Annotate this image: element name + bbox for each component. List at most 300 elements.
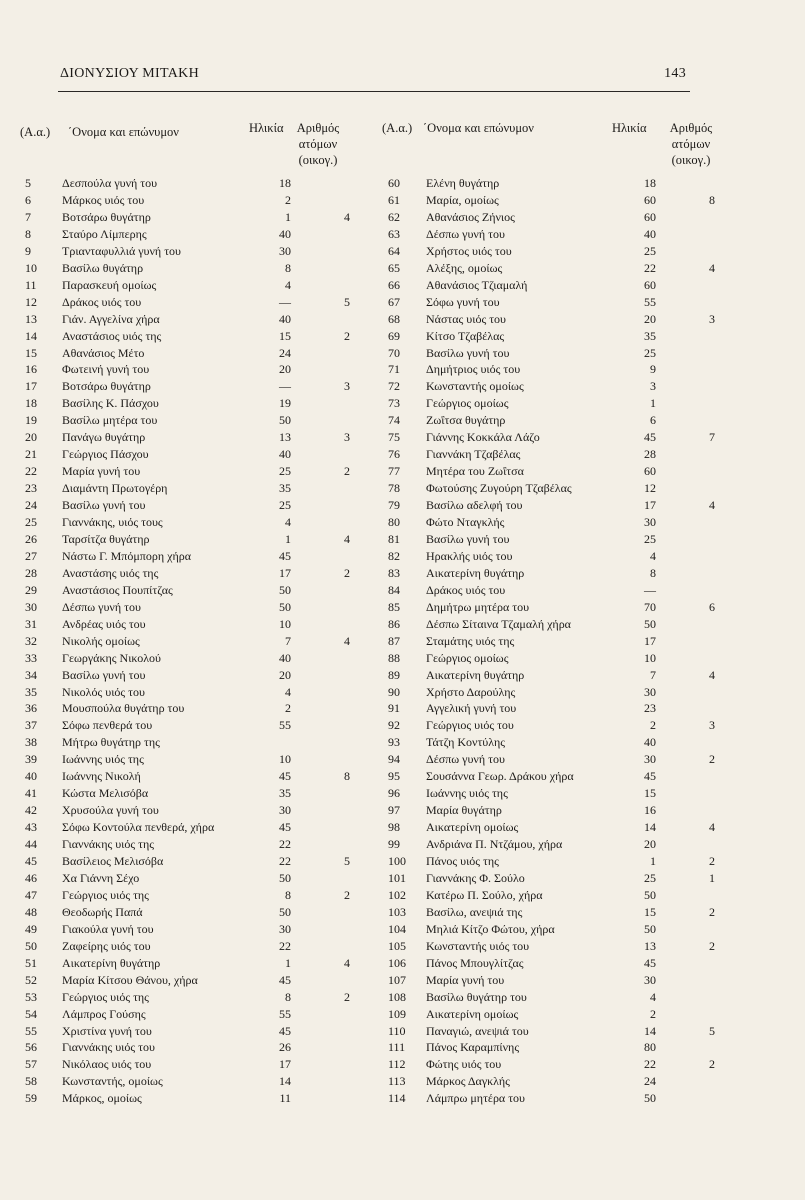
table-row xyxy=(0,548,805,565)
person-name: Δέσπω Σίταινα Τζαμαλή χήρα xyxy=(426,616,571,631)
row-number: 112 xyxy=(388,1057,406,1072)
row-number: 76 xyxy=(388,447,400,462)
age-value: 30 xyxy=(644,515,656,529)
person-name: Δράκος υιός του xyxy=(426,582,506,597)
family-count: 4 xyxy=(344,209,350,224)
age-value: 35 xyxy=(279,786,291,801)
person-name: Βασίλω θυγάτηρ xyxy=(62,260,144,275)
table-row xyxy=(0,650,805,667)
table-row xyxy=(0,751,805,768)
age-value: 10 xyxy=(279,752,291,767)
row-number: 24 xyxy=(25,498,37,513)
row-number: 99 xyxy=(388,837,400,852)
row-number: 110 xyxy=(388,1023,406,1038)
table-row xyxy=(0,480,805,497)
age-value: 4 xyxy=(285,277,291,292)
person-name: Σταύρο Λίμπερης xyxy=(62,226,147,241)
row-number: 78 xyxy=(388,481,400,496)
row-number: 31 xyxy=(25,616,37,631)
row-number: 63 xyxy=(388,226,400,241)
person-name: Φωτεινή γυνή του xyxy=(62,362,150,377)
row-number: 44 xyxy=(25,837,37,852)
person-name: Παρασκευή ομοίως xyxy=(62,277,157,292)
age-value: 14 xyxy=(279,1074,291,1089)
age-value: 20 xyxy=(644,837,656,852)
person-name: Νάστω Γ. Μπόμπορη χήρα xyxy=(62,548,191,563)
left-header-age: Ηλικία xyxy=(249,121,284,135)
table-row xyxy=(0,684,805,701)
person-name: Δέσπω γυνή του xyxy=(426,226,505,241)
row-number: 20 xyxy=(25,430,37,445)
row-number: 58 xyxy=(25,1074,37,1089)
age-value: 7 xyxy=(285,633,291,648)
row-number: 47 xyxy=(25,887,37,902)
row-number: 35 xyxy=(25,684,37,699)
age-value: 60 xyxy=(644,209,656,224)
person-name: Δέσπω γυνή του xyxy=(62,599,141,614)
row-number: 52 xyxy=(25,972,37,987)
table-row xyxy=(0,972,805,989)
family-count: 1 xyxy=(709,870,715,885)
running-head-title: ΔΙΟΝΥΣΙΟΥ ΜΙΤΑΚΗ xyxy=(60,66,199,81)
age-value: 23 xyxy=(644,701,656,716)
family-count: 4 xyxy=(709,667,715,682)
person-name: Ανδρέας υιός του xyxy=(62,616,146,631)
row-number: 100 xyxy=(388,854,406,868)
row-number: 65 xyxy=(388,260,400,275)
table-row xyxy=(0,904,805,921)
age-value: 17 xyxy=(644,633,656,648)
age-value: 15 xyxy=(279,328,291,343)
person-name: Γιαννάκης, υιός τους xyxy=(62,515,163,529)
age-value: — xyxy=(279,379,291,394)
person-name: Αθανάσιος Ζήνιος xyxy=(426,209,515,224)
age-value: 22 xyxy=(644,260,656,275)
age-value: 30 xyxy=(644,752,656,767)
row-number: 79 xyxy=(388,498,400,513)
row-number: 109 xyxy=(388,1006,406,1021)
person-name: Τριανταφυλλιά γυνή του xyxy=(62,243,181,258)
person-name: Μάρκος, ομοίως xyxy=(62,1091,142,1106)
row-number: 14 xyxy=(25,328,37,343)
row-number: 40 xyxy=(25,769,37,784)
age-value: 55 xyxy=(279,718,291,733)
age-value: 1 xyxy=(285,531,291,546)
age-value: 45 xyxy=(279,1023,291,1038)
row-number: 113 xyxy=(388,1074,406,1089)
person-name: Δημήτριος υιός του xyxy=(426,362,521,377)
age-value: 50 xyxy=(644,921,656,936)
age-value: 20 xyxy=(644,311,656,326)
person-name: Γιάννης Κοκκάλα Λάζο xyxy=(426,430,540,445)
person-name: Ζαφείρης υιός του xyxy=(62,938,151,953)
person-name: Σόφω πενθερά του xyxy=(62,718,153,733)
row-number: 27 xyxy=(25,548,37,563)
person-name: Νάστας υιός του xyxy=(426,311,506,326)
row-number: 98 xyxy=(388,820,400,835)
person-name: Φώτο Νταγκλής xyxy=(426,515,505,529)
table-row xyxy=(0,616,805,633)
family-count: 2 xyxy=(709,752,715,767)
left-header-family-line3: (οικογ.) xyxy=(298,153,338,167)
row-number: 5 xyxy=(25,176,31,190)
person-name: Πάνος υιός της xyxy=(426,854,499,868)
table-row xyxy=(0,802,805,819)
person-name: Κωνσταντής ομοίως xyxy=(426,379,524,394)
family-count: 4 xyxy=(344,633,350,648)
age-value: 11 xyxy=(279,1091,291,1106)
row-number: 101 xyxy=(388,870,406,885)
right-header-family-line3: (οικογ.) xyxy=(671,153,711,167)
age-value: 17 xyxy=(644,498,656,513)
row-number: 105 xyxy=(388,938,406,953)
person-name: Κώστα Μελισόβα xyxy=(62,786,149,801)
person-name: Αθανάσιος Τζιαμαλή xyxy=(426,277,528,292)
person-name: Βασίλω γυνή του xyxy=(62,498,146,513)
row-number: 15 xyxy=(25,345,37,360)
person-name: Γιάν. Αγγελίνα χήρα xyxy=(62,311,160,326)
row-number: 87 xyxy=(388,633,400,648)
person-name: Χρήστο Δαρούλης xyxy=(426,684,516,699)
family-count: 4 xyxy=(709,260,715,275)
person-name: Βασίλω, ανεψιά της xyxy=(426,904,523,919)
age-value: 60 xyxy=(644,277,656,292)
person-name: Μήτρω θυγάτηρ της xyxy=(62,735,160,750)
person-name: Πάνος Μπουγλίτζας xyxy=(426,955,524,970)
row-number: 19 xyxy=(25,413,37,428)
person-name: Τάτζη Κοντύλης xyxy=(426,735,505,750)
row-number: 43 xyxy=(25,820,37,835)
age-value: 1 xyxy=(650,854,656,868)
age-value: 2 xyxy=(285,192,291,207)
row-number: 67 xyxy=(388,294,400,309)
row-number: 61 xyxy=(388,192,400,207)
age-value: 40 xyxy=(279,447,291,462)
person-name: Ηρακλής υιός του xyxy=(426,548,513,563)
person-name: Παναγιώ, ανεψιά του xyxy=(426,1023,529,1038)
person-name: Γεώργιος ομοίως xyxy=(426,396,509,411)
age-value: 17 xyxy=(279,565,291,580)
family-count: 6 xyxy=(709,599,715,614)
row-number: 32 xyxy=(25,633,37,648)
row-number: 13 xyxy=(25,311,37,326)
row-number: 111 xyxy=(388,1040,406,1055)
age-value: 26 xyxy=(279,1040,291,1055)
table-row xyxy=(0,565,805,582)
row-number: 56 xyxy=(25,1040,37,1055)
age-value: 40 xyxy=(279,311,291,326)
row-number: 106 xyxy=(388,955,406,970)
person-name: Μαρία θυγάτηρ xyxy=(426,803,502,818)
person-name: Αλέξης, ομοίως xyxy=(426,260,503,275)
person-name: Γιαννάκη Τζαβέλας xyxy=(426,447,521,462)
person-name: Αναστάσιος Πουπίτζας xyxy=(62,582,173,597)
person-name: Μαρία, ομοίως xyxy=(426,192,499,207)
table-row xyxy=(0,700,805,717)
table-row xyxy=(0,870,805,887)
table-row xyxy=(0,192,805,209)
table-row xyxy=(0,395,805,412)
age-value: 45 xyxy=(279,548,291,563)
row-number: 26 xyxy=(25,531,37,546)
age-value: 14 xyxy=(644,1023,656,1038)
row-number: 59 xyxy=(25,1091,37,1106)
age-value: 45 xyxy=(644,955,656,970)
person-name: Αναστάσιος υιός της xyxy=(62,328,162,343)
person-name: Λάμπρος Γούσης xyxy=(62,1006,146,1021)
table-row xyxy=(0,226,805,243)
person-name: Μητέρα του Ζωΐτσα xyxy=(426,464,524,479)
age-value: 30 xyxy=(279,921,291,936)
table-row xyxy=(0,175,805,192)
person-name: Αικατερίνη θυγάτηρ xyxy=(426,667,525,682)
age-value: 8 xyxy=(285,887,291,902)
person-name: Γεώργιος Πάσχου xyxy=(62,447,149,462)
age-value: 24 xyxy=(279,345,291,360)
person-name: Γιαννάκης υιός της xyxy=(62,837,155,852)
row-number: 85 xyxy=(388,599,400,614)
person-name: Βασίλω γυνή του xyxy=(426,531,510,546)
table-row xyxy=(0,463,805,480)
row-number: 108 xyxy=(388,989,406,1004)
person-name: Γιαννάκης Φ. Σούλο xyxy=(426,870,525,885)
person-name: Βασίλω γυνή του xyxy=(426,345,510,360)
age-value: 80 xyxy=(644,1040,656,1055)
table-row xyxy=(0,1006,805,1023)
row-number: 71 xyxy=(388,362,400,377)
row-number: 77 xyxy=(388,464,400,479)
age-value: 12 xyxy=(644,481,656,496)
age-value: 16 xyxy=(644,803,656,818)
table-row xyxy=(0,209,805,226)
row-number: 107 xyxy=(388,972,406,987)
age-value: 9 xyxy=(650,362,656,377)
person-name: Αθανάσιος Μέτο xyxy=(62,345,145,360)
age-value: 8 xyxy=(285,260,291,275)
person-name: Βασίλω γυνή του xyxy=(62,667,146,682)
row-number: 89 xyxy=(388,667,400,682)
table-row xyxy=(0,734,805,751)
age-value: 19 xyxy=(279,396,291,411)
row-number: 37 xyxy=(25,718,37,733)
age-value: 50 xyxy=(279,904,291,919)
person-name: Σταμάτης υιός της xyxy=(426,633,515,648)
row-number: 12 xyxy=(25,294,37,309)
family-count: 2 xyxy=(709,854,715,868)
row-number: 103 xyxy=(388,904,406,919)
age-value: 28 xyxy=(644,447,656,462)
person-name: Ταρσίτζα θυγάτηρ xyxy=(62,531,150,546)
age-value: 8 xyxy=(285,989,291,1004)
row-number: 21 xyxy=(25,447,37,462)
row-number: 39 xyxy=(25,752,37,767)
family-count: 8 xyxy=(344,769,350,784)
left-header-family xyxy=(283,120,353,168)
table-row xyxy=(0,819,805,836)
age-value: 24 xyxy=(644,1074,656,1089)
family-count: 3 xyxy=(709,311,715,326)
row-number: 82 xyxy=(388,548,400,563)
age-value: 55 xyxy=(644,294,656,309)
person-name: Ιωάννης υιός της xyxy=(426,786,508,801)
person-name: Πανάγω θυγάτηρ xyxy=(62,430,146,445)
table-row xyxy=(0,378,805,395)
table-row xyxy=(0,243,805,260)
right-header-age: Ηλικία xyxy=(612,121,647,135)
person-name: Γεώργιος υιός του xyxy=(426,718,514,733)
row-number: 29 xyxy=(25,582,37,597)
table-row xyxy=(0,294,805,311)
family-count: 2 xyxy=(344,328,350,343)
table-row xyxy=(0,311,805,328)
row-number: 75 xyxy=(388,430,400,445)
person-name: Βασίλω θυγάτηρ του xyxy=(426,989,527,1004)
person-name: Νικολής ομοίως xyxy=(62,633,140,648)
table-row xyxy=(0,497,805,514)
running-head xyxy=(60,66,690,86)
table-row xyxy=(0,955,805,972)
person-name: Αικατερίνη ομοίως xyxy=(426,1006,519,1021)
row-number: 80 xyxy=(388,515,400,529)
row-number: 50 xyxy=(25,938,37,953)
left-header-family-line2: ατόμων xyxy=(298,137,338,151)
table-row xyxy=(0,328,805,345)
family-count: 2 xyxy=(709,938,715,953)
age-value: 8 xyxy=(650,565,656,580)
age-value: 10 xyxy=(644,650,656,665)
person-name: Γεωργάκης Νικολού xyxy=(62,650,161,665)
person-name: Ανδριάνα Π. Ντζάμου, χήρα xyxy=(426,837,563,852)
person-name: Κωνσταντής, ομοίως xyxy=(62,1074,163,1089)
table-row xyxy=(0,768,805,785)
age-value: 50 xyxy=(644,616,656,631)
family-count: 2 xyxy=(709,904,715,919)
person-name: Βοτσάρω θυγάτηρ xyxy=(62,379,151,394)
family-count: 4 xyxy=(709,820,715,835)
age-value: 7 xyxy=(650,667,656,682)
row-number: 68 xyxy=(388,311,400,326)
row-number: 45 xyxy=(25,854,37,868)
family-count: 5 xyxy=(344,854,350,868)
right-header-family-line1: Αριθμός xyxy=(669,121,713,135)
row-number: 74 xyxy=(388,413,400,428)
row-number: 18 xyxy=(25,396,37,411)
person-name: Χριστίνα γυνή του xyxy=(62,1023,152,1038)
person-name: Δεσπούλα γυνή του xyxy=(62,176,158,190)
row-number: 90 xyxy=(388,684,400,699)
age-value: 18 xyxy=(279,176,291,190)
right-header-family-line2: ατόμων xyxy=(671,137,711,151)
row-number: 97 xyxy=(388,803,400,818)
row-number: 55 xyxy=(25,1023,37,1038)
row-number: 51 xyxy=(25,955,37,970)
table-row xyxy=(0,1023,805,1040)
row-number: 66 xyxy=(388,277,400,292)
age-value: 40 xyxy=(279,650,291,665)
age-value: 22 xyxy=(279,938,291,953)
row-number: 17 xyxy=(25,379,37,394)
age-value: 17 xyxy=(279,1057,291,1072)
row-number: 60 xyxy=(388,176,400,190)
person-name: Ζωΐτσα θυγάτηρ xyxy=(426,413,506,428)
person-name: Κωνσταντής υιός του xyxy=(426,938,530,953)
age-value: 22 xyxy=(279,854,291,868)
header-rule xyxy=(58,91,690,92)
table-row xyxy=(0,1090,805,1107)
person-name: Μουσπούλα θυγάτηρ του xyxy=(62,701,185,716)
person-name: Δέσπω γυνή του xyxy=(426,752,505,767)
table-row xyxy=(0,633,805,650)
row-number: 73 xyxy=(388,396,400,411)
age-value: 40 xyxy=(644,735,656,750)
table-row xyxy=(0,1073,805,1090)
row-number: 72 xyxy=(388,379,400,394)
person-name: Μαρία γυνή του xyxy=(426,972,505,987)
row-number: 49 xyxy=(25,921,37,936)
age-value: 25 xyxy=(644,531,656,546)
person-name: Φώτης υιός του xyxy=(426,1057,502,1072)
row-number: 38 xyxy=(25,735,37,750)
age-value: 45 xyxy=(279,972,291,987)
row-number: 46 xyxy=(25,870,37,885)
left-header-family-line1: Αριθμός xyxy=(296,121,340,135)
table-row xyxy=(0,853,805,870)
age-value: 40 xyxy=(644,226,656,241)
right-header-name: ΄Ονομα και επώνυμον xyxy=(423,121,534,135)
table-row xyxy=(0,1039,805,1056)
row-number: 42 xyxy=(25,803,37,818)
person-name: Μηλιά Κίτζο Φώτου, χήρα xyxy=(426,921,555,936)
age-value: 35 xyxy=(644,328,656,343)
age-value: 1 xyxy=(285,209,291,224)
age-value: 50 xyxy=(644,1091,656,1106)
age-value: 50 xyxy=(279,870,291,885)
row-number: 23 xyxy=(25,481,37,496)
person-name: Γεώργιος ομοίως xyxy=(426,650,509,665)
age-value: 40 xyxy=(279,226,291,241)
table-row xyxy=(0,260,805,277)
table-row xyxy=(0,345,805,362)
family-count: 5 xyxy=(344,294,350,309)
page-number: 143 xyxy=(664,66,686,81)
row-number: 8 xyxy=(25,226,31,241)
person-name: Θεοδωρής Παπά xyxy=(62,904,143,919)
row-number: 88 xyxy=(388,650,400,665)
person-name: Γεώργιος υιός της xyxy=(62,887,149,902)
age-value: 4 xyxy=(285,684,291,699)
family-count: 5 xyxy=(709,1023,715,1038)
row-number: 9 xyxy=(25,243,31,258)
row-number: 11 xyxy=(25,277,37,292)
family-count: 2 xyxy=(344,565,350,580)
age-value: 50 xyxy=(644,887,656,902)
person-name: Διαμάντη Πρωτογέρη xyxy=(62,481,168,496)
table-row xyxy=(0,446,805,463)
table-row xyxy=(0,582,805,599)
age-value: 14 xyxy=(644,820,656,835)
age-value: 3 xyxy=(650,379,656,394)
age-value: 25 xyxy=(644,345,656,360)
family-count: 3 xyxy=(709,718,715,733)
family-count: 4 xyxy=(709,498,715,513)
row-number: 93 xyxy=(388,735,400,750)
table-row xyxy=(0,514,805,531)
row-number: 86 xyxy=(388,616,400,631)
age-value: 60 xyxy=(644,192,656,207)
age-value: 2 xyxy=(285,701,291,716)
person-name: Λάμπρω μητέρα του xyxy=(426,1091,525,1106)
row-number: 62 xyxy=(388,209,400,224)
